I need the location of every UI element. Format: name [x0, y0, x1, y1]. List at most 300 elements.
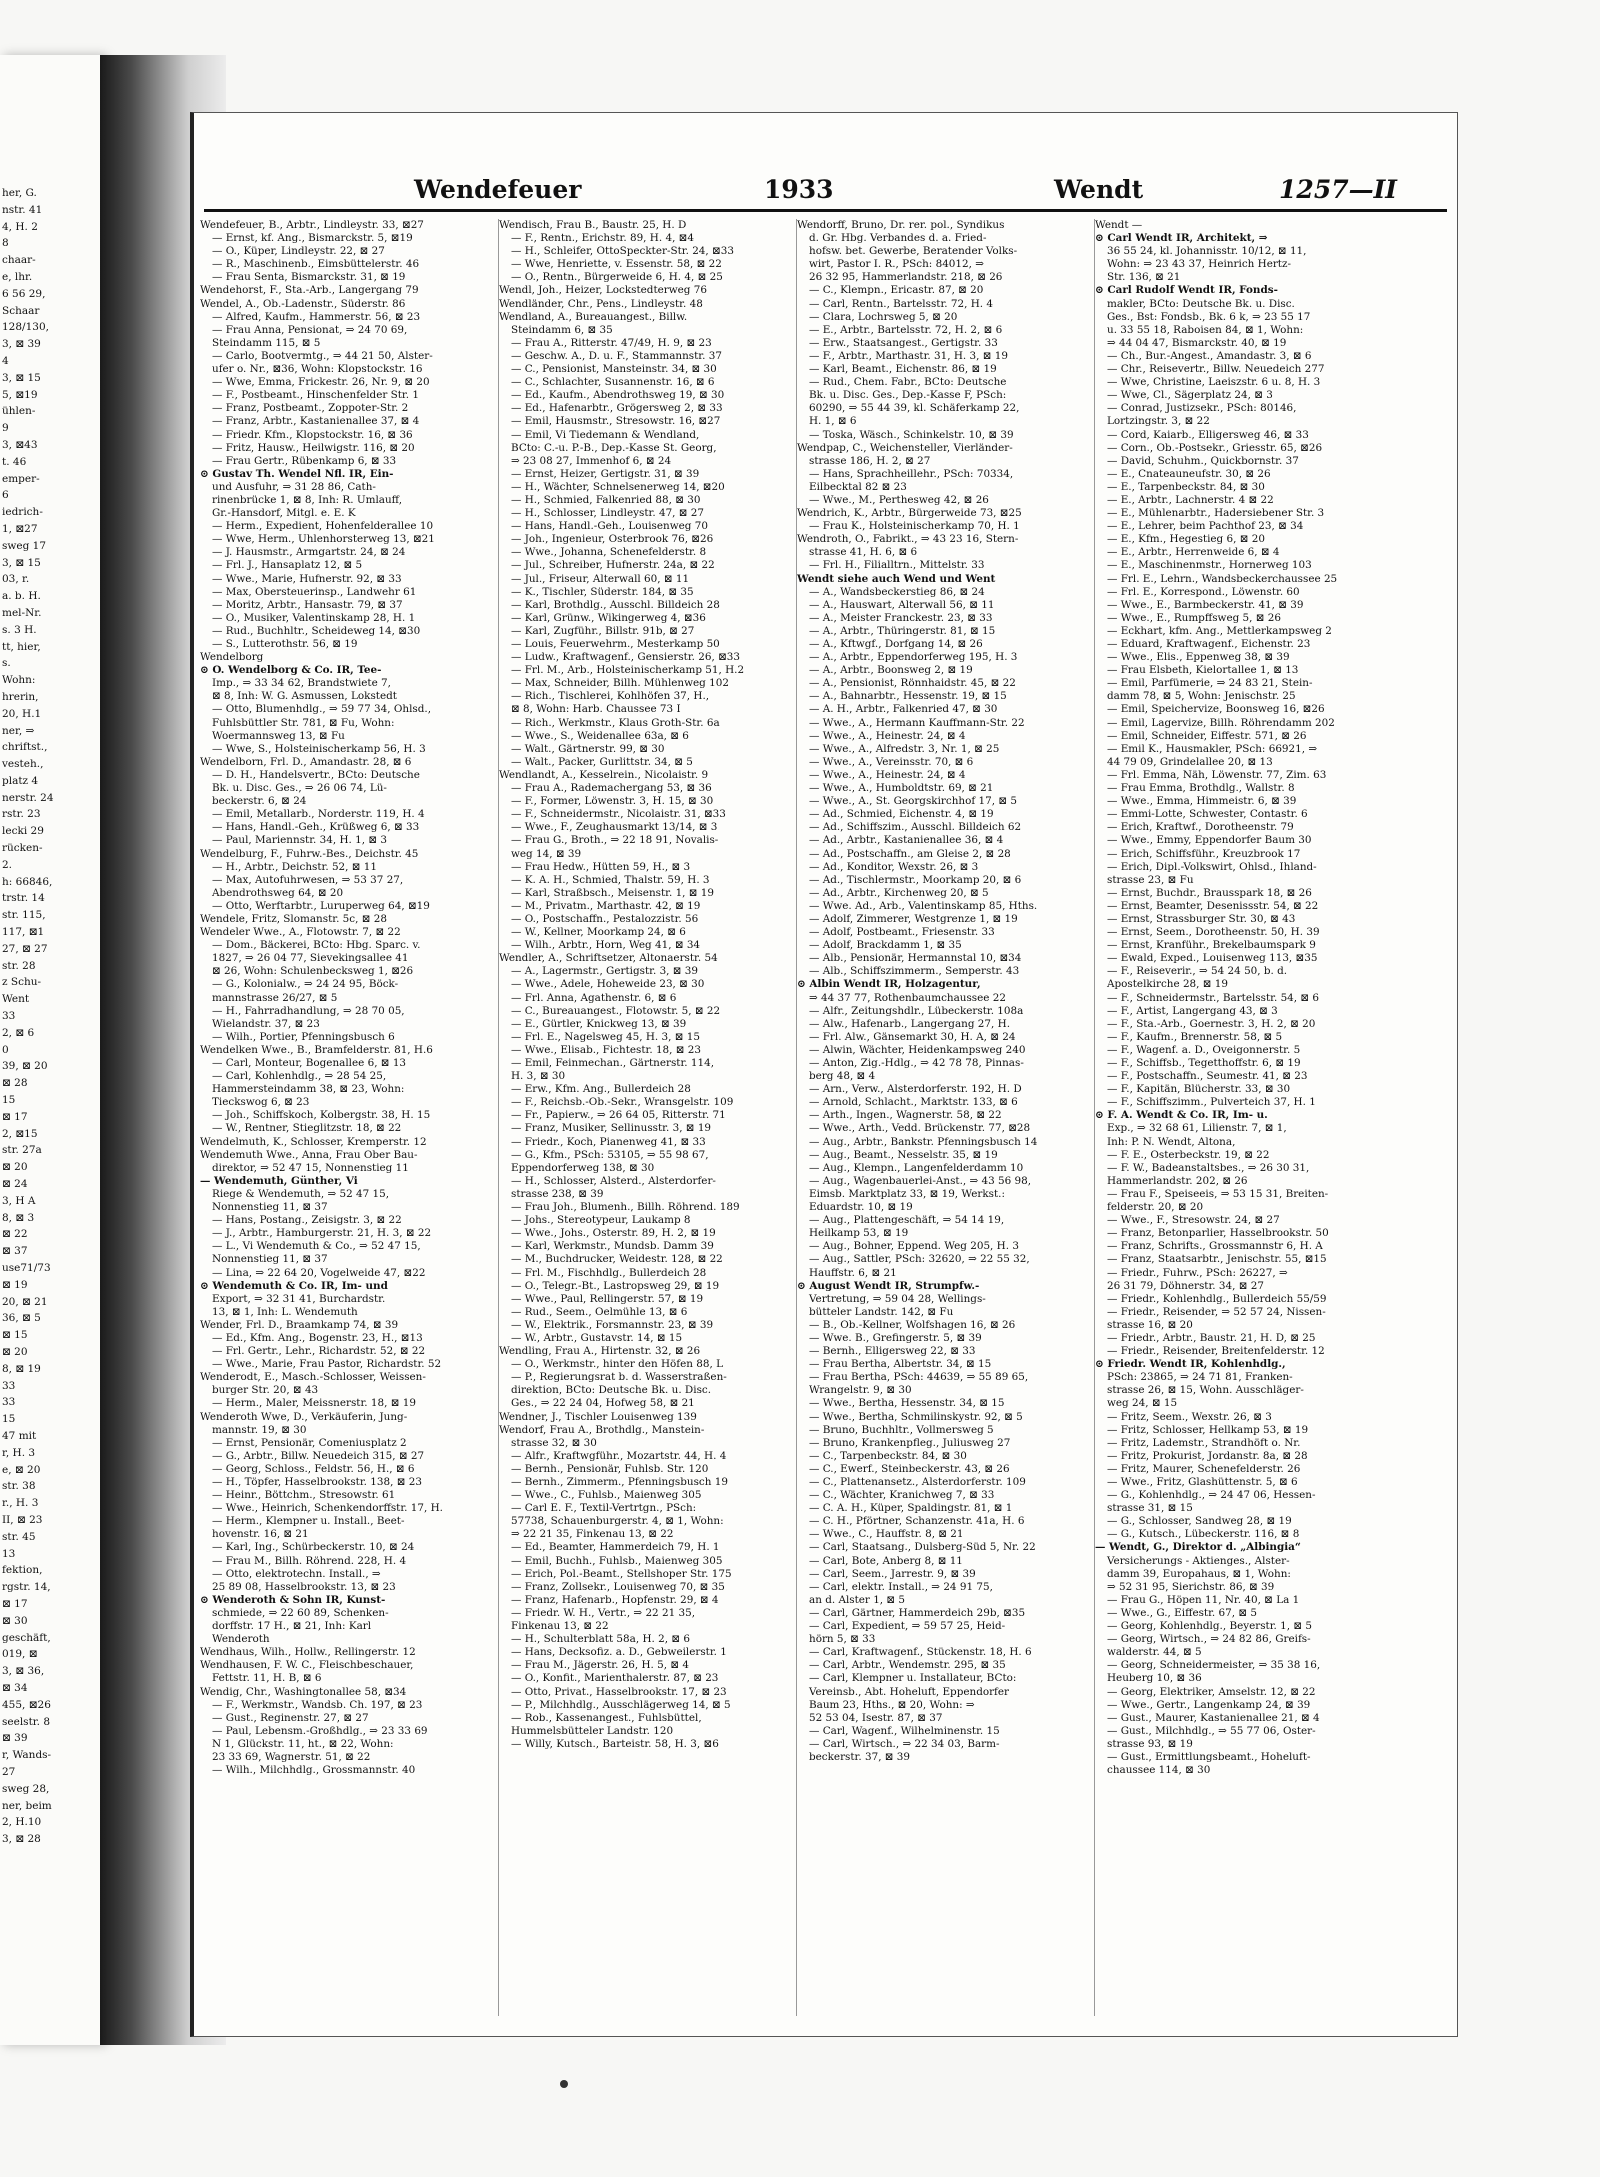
fragment-line: ⊠ 17 [2, 1110, 28, 1123]
fragment-line: ⊠ 17 [2, 1597, 28, 1610]
fragment-line: ner, ⇒ [2, 724, 35, 737]
surname-heading-line: Wendroth, O., Fabrikt., ⇒ 43 23 16, Stern- [797, 533, 1019, 546]
column-4 [1094, 219, 1435, 2016]
entry-line: — G., Kfm., PSch: 53105, ⇒ 55 98 67, [511, 1148, 709, 1161]
fragment-line: chaar- [2, 254, 36, 267]
entry-line: beckerstr. 37, ⊠ 39 [809, 1750, 911, 1763]
entry-line: — F., Artist, Langergang 43, ⊠ 3 [1107, 1004, 1278, 1017]
fragment-line: e, lhr. [2, 270, 33, 283]
entry-line: direktion, BCto: Deutsche Bk. u. Disc. [511, 1384, 712, 1397]
fragment-line: ühlen- [2, 405, 36, 418]
entry-line: — F., Former, Löwenstr. 3, H. 15, ⊠ 30 [511, 795, 714, 808]
entry-line: — A., Bahnarbtr., Hessenstr. 19, ⊠ 15 [809, 690, 1007, 703]
entry-line: — A., Arbtr., Eppendorferweg 195, H. 3 [809, 651, 1018, 664]
entry-line: — F., Schiffszimm., Pulverteich 37, H. 1 [1107, 1096, 1316, 1109]
fragment-line: rücken- [2, 842, 43, 855]
entry-line: — Alwin, Wächter, Heidenkampsweg 240 [809, 1043, 1026, 1056]
entry-line: — A., Meister Franckestr. 23, ⊠ 33 [809, 611, 993, 624]
entry-line: — Frl. M., Arb., Holsteinischerkamp 51, H.2 [511, 664, 745, 677]
entry-line: — H., Schulterblatt 58a, H. 2, ⊠ 6 [511, 1633, 690, 1646]
entry-line: Hammersteindamm 38, ⊠ 23, Wohn: [212, 1083, 405, 1096]
fragment-line: 019, ⊠ [2, 1648, 38, 1661]
entry-line: — Bruno, Krankenpfleg., Juliusweg 27 [809, 1436, 1011, 1449]
entry-line: — Frl. Emma, Näh, Löwenstr. 77, Zim. 63 [1107, 768, 1327, 781]
entry-line: — Bernh., Pensionär, Fuhlsb. Str. 120 [511, 1462, 709, 1475]
entry-line: weg 24, ⊠ 15 [1107, 1397, 1178, 1410]
entry-line: Versicherungs - Aktienges., Alster- [1107, 1554, 1290, 1567]
featured-entry-line: ⊙ F. A. Wendt & Co. IR, Im- u. [1095, 1109, 1268, 1122]
entry-line: — O., Rentn., Bürgerweide 6, H. 4, ⊠ 25 [511, 271, 723, 284]
entry-line: — Franz, Staatsarbtr., Jenischstr. 55, ⊠15 [1107, 1253, 1327, 1266]
surname-heading-line: Wendt — [1095, 219, 1143, 231]
entry-line: — Max, Obersteuerinsp., Landwehr 61 [212, 585, 417, 598]
entry-line: — Karl, Werkmstr., Mundsb. Damm 39 [511, 1240, 714, 1253]
entry-line: — Karl, Brothdlg., Ausschl. Billdeich 28 [511, 598, 720, 611]
previous-page-fragment [0, 55, 103, 2045]
entry-line: — Ad., Konditor, Wexstr. 26, ⊠ 3 [809, 860, 979, 873]
directory-page [190, 112, 1458, 2037]
entry-line: — F., Reichsb.-Ob.-Sekr., Wransgelstr. 109 [511, 1096, 734, 1109]
entry-line: — W., Arbtr., Gustavstr. 14, ⊠ 15 [511, 1331, 683, 1344]
fragment-line: hrerin, [2, 690, 39, 703]
entry-line: — E., Cnateauneufstr. 30, ⊠ 26 [1107, 467, 1271, 480]
entry-line: — Wwe., Paul, Rellingerstr. 57, ⊠ 19 [511, 1292, 704, 1305]
fragment-line: ⊠ 37 [2, 1245, 28, 1258]
entry-line: — C., Klempn., Ericastr. 87, ⊠ 20 [809, 284, 984, 297]
entry-line: — O., Musiker, Valentinskamp 28, H. 1 [212, 611, 416, 624]
entry-line: — Ernst, Beamter, Desenissstr. 54, ⊠ 22 [1107, 899, 1319, 912]
entry-line: — Georg, Kohlenhdlg., Beyerstr. 1, ⊠ 5 [1107, 1620, 1312, 1633]
entry-line: — Karl, Ing., Schürbeckerstr. 10, ⊠ 24 [212, 1541, 415, 1554]
fragment-line: 13 [2, 1547, 16, 1560]
fragment-line: ⊠ 28 [2, 1077, 28, 1090]
entry-line: — Wwe, Henriette, v. Essenstr. 58, ⊠ 22 [511, 258, 722, 271]
fragment-line: 1, ⊠27 [2, 522, 38, 535]
entry-line: Wrangelstr. 9, ⊠ 30 [809, 1384, 912, 1397]
entry-line: — C., Tarpenbeckstr. 84, ⊠ 30 [809, 1449, 967, 1462]
entry-line: — Ernst, Strassburger Str. 30, ⊠ 43 [1107, 912, 1296, 925]
fragment-line: 128/130, [2, 321, 49, 334]
featured-entry-line: ⊙ Albin Wendt IR, Holzagentur, [797, 978, 981, 991]
entry-line: — Hans, Sprachheillehr., PSch: 70334, [809, 467, 1014, 480]
entry-line: Bk. u. Disc. Ges., ⇒ 26 06 74, Lü- [212, 782, 387, 795]
featured-entry-line: ⊙ Carl Rudolf Wendt IR, Fonds- [1095, 284, 1278, 297]
entry-line: — Rud., Chem. Fabr., BCto: Deutsche [809, 376, 1007, 389]
surname-heading-line: Wendorf, Frau A., Brothdlg., Manstein- [499, 1423, 705, 1436]
fragment-line: 3, ⊠ 15 [2, 371, 41, 384]
surname-heading-line: Wendländer, Chr., Pens., Lindleystr. 48 [499, 297, 703, 310]
entry-line: — Franz, Zollsekr., Louisenweg 70, ⊠ 35 [511, 1580, 725, 1593]
entry-line: — Ad., Arbtr., Kirchenweg 20, ⊠ 5 [809, 886, 989, 899]
entry-line: — Emil, Hausmstr., Stresowstr. 16, ⊠27 [511, 415, 721, 428]
entry-line: — Frau Emma, Brothdlg., Wallstr. 8 [1107, 782, 1295, 795]
entry-line: — Aug., Plattengeschäft, ⇒ 54 14 19, [809, 1214, 1005, 1227]
fragment-line: 27 [2, 1765, 16, 1778]
surname-heading-line: Wendner, J., Tischler Louisenweg 139 [499, 1410, 697, 1423]
fragment-line: her, G. [2, 187, 37, 199]
entry-line: — F. W., Badeanstaltsbes., ⇒ 26 30 31, [1107, 1161, 1310, 1174]
entry-line: — Carl, Kohlenhdlg., ⇒ 28 54 25, [212, 1070, 387, 1083]
entry-line: — Wwe., M., Perthesweg 42, ⊠ 26 [809, 493, 989, 506]
entry-line: — E., Tarpenbeckstr. 84, ⊠ 30 [1107, 480, 1265, 493]
entry-line: — C., Wächter, Kranichweg 7, ⊠ 33 [809, 1489, 995, 1502]
featured-entry-line: — Wendt, G., Direktor d. „Albingia“ [1095, 1541, 1301, 1554]
entry-line: weg 14, ⊠ 39 [511, 847, 582, 860]
entry-line: — Wwe., Gertr., Langenkamp 24, ⊠ 39 [1107, 1698, 1311, 1711]
entry-line: — Erich, Kraftwf., Dorotheenstr. 79 [1107, 821, 1294, 834]
surname-heading-line: Wendrich, K., Arbtr., Bürgerweide 73, ⊠25 [797, 507, 1022, 520]
entry-line: Wohn: ⇒ 23 43 37, Heinrich Hertz- [1107, 258, 1291, 271]
entry-line: wirt, Pastor I. R., PSch: 84012, ⇒ [809, 258, 984, 271]
entry-line: Heilkamp 53, ⊠ 19 [809, 1227, 909, 1240]
entry-line: strasse 31, ⊠ 15 [1107, 1502, 1193, 1515]
surname-heading-line: Wendorff, Bruno, Dr. rer. pol., Syndikus [797, 219, 1005, 231]
entry-line: — Wwe., A., Alfredstr. 3, Nr. 1, ⊠ 25 [809, 742, 1000, 755]
entry-line: 1827, ⇒ 26 04 77, Sievekingsallee 41 [212, 952, 409, 965]
fragment-line: 15 [2, 1094, 16, 1107]
fragment-line: 27, ⊠ 27 [2, 942, 48, 955]
entry-line: — Fritz, Lademstr., Strandhöft o. Nr. [1107, 1436, 1301, 1449]
entry-line: — Hans, Postang., Zeisigstr. 3, ⊠ 22 [212, 1214, 402, 1227]
fragment-line: 6 56 29, [2, 287, 46, 300]
entry-line: Imp., ⇒ 33 34 62, Brandstwiete 7, [212, 677, 391, 690]
fragment-line: 3, ⊠ 39 [2, 338, 41, 351]
entry-line: 25 89 08, Hasselbrookstr. 13, ⊠ 23 [212, 1580, 396, 1593]
fragment-line: 33 [2, 1010, 16, 1023]
entry-line: — H., Schlosser, Alsterd., Alsterdorfer- [511, 1174, 716, 1187]
entry-line: — Clara, Lochrsweg 5, ⊠ 20 [809, 310, 958, 323]
entry-line: — Ernst, Buchdr., Brausspark 18, ⊠ 26 [1107, 886, 1312, 899]
fragment-line: use71/73 [2, 1262, 51, 1274]
entry-line: — E., Arbtr., Bartelsstr. 72, H. 2, ⊠ 6 [809, 323, 1003, 336]
entry-line: — Frau K., Holsteinischerkamp 70, H. 1 [809, 520, 1020, 533]
fragment-line: 20, ⊠ 21 [2, 1295, 48, 1308]
entry-line: — Georg, Wirtsch., ⇒ 24 82 86, Greifs- [1107, 1633, 1311, 1646]
entry-line: — Wwe, Emma, Frickestr. 26, Nr. 9, ⊠ 20 [212, 376, 430, 389]
entry-line: — E., Arbtr., Herrenweide 6, ⊠ 4 [1107, 546, 1280, 559]
fragment-line: 455, ⊠26 [2, 1698, 51, 1711]
column-2 [498, 219, 795, 2016]
entry-line: — S., Lutterothstr. 56, ⊠ 19 [212, 638, 358, 650]
entry-line: — Paul, Mariennstr. 34, H. 1, ⊠ 3 [212, 834, 387, 847]
entry-line: Finkenau 13, ⊠ 22 [511, 1620, 609, 1633]
surname-heading-line: Wendemuth Wwe., Anna, Frau Ober Bau- [200, 1148, 418, 1161]
fragment-line: s. [2, 657, 11, 670]
fragment-line: rgstr. 14, [2, 1581, 51, 1594]
entry-line: — Eduard, Kraftwagenf., Eichenstr. 23 [1107, 638, 1311, 650]
fragment-line: trstr. 14 [2, 892, 45, 905]
entry-line: — F., Wagenf. a. D., Oveigonnerstr. 5 [1107, 1043, 1301, 1056]
entry-line: hovenstr. 16, ⊠ 21 [212, 1528, 309, 1541]
entry-line: — Frau A., Rademachergang 53, ⊠ 36 [511, 782, 712, 795]
entry-line: ⇒ 44 04 47, Bismarckstr. 40, ⊠ 19 [1107, 336, 1287, 349]
featured-entry-line: ⊙ Gustav Th. Wendel Nfl. IR, Ein- [200, 467, 394, 480]
entry-line: — Wwe., Bertha, Schmilinskystr. 92, ⊠ 5 [809, 1410, 1023, 1423]
entry-line: — Frau Bertha, PSch: 44639, ⇒ 55 89 65, [809, 1371, 1029, 1384]
entry-line: N 1, Glückstr. 11, ht., ⊠ 22, Wohn: [212, 1737, 394, 1750]
surname-heading-line: Wendelmuth, K., Schlosser, Kremperstr. 12 [200, 1135, 427, 1148]
entry-line: Vertretung, ⇒ 59 04 28, Wellings- [809, 1292, 986, 1305]
entry-line: Tieckswog 6, ⊠ 23 [212, 1096, 310, 1109]
entry-line: — Frau G., Höpen 11, Nr. 40, ⊠ La 1 [1107, 1593, 1300, 1606]
featured-entry-line: — Wendemuth, Günther, Vi [200, 1174, 358, 1187]
entry-line: — Carl, Klempner u. Installateur, BCto: [809, 1672, 1017, 1685]
entry-line: strasse 26, ⊠ 15, Wohn. Ausschläger- [1107, 1384, 1304, 1397]
entry-line: — Karl, Zugführ., Billstr. 91b, ⊠ 27 [511, 624, 695, 637]
fragment-line: ⊠ 34 [2, 1681, 28, 1694]
fragment-line: str. 27a [2, 1144, 42, 1157]
entry-line: — Gust., Reginenstr. 27, ⊠ 27 [212, 1711, 369, 1724]
surname-heading-line: Wendelburg, F., Fuhrw.-Bes., Deichstr. 45 [200, 847, 419, 860]
entry-line: — Wwe., A., Hermann Kauffmann-Str. 22 [809, 716, 1025, 729]
entry-line: PSch: 23865, ⇒ 24 71 81, Franken- [1107, 1371, 1293, 1384]
entry-line: — H., Schmied, Falkenried 88, ⊠ 30 [511, 493, 701, 506]
fragment-line: t. 46 [2, 455, 27, 468]
entry-line: — O., Konfit., Marienthalerstr. 87, ⊠ 23 [511, 1672, 719, 1685]
entry-line: — Wwe., Marie, Frau Pastor, Richardstr. 52 [212, 1358, 442, 1371]
entry-line: — Erw., Staatsangest., Gertigstr. 33 [809, 336, 998, 349]
fragment-line: 9 [2, 422, 9, 435]
entry-line: — Fritz, Hausw., Heilwigstr. 116, ⊠ 20 [212, 441, 415, 454]
entry-line: — Friedr. Kfm., Klopstockstr. 16, ⊠ 36 [212, 428, 413, 441]
header-rule [204, 209, 1447, 212]
entry-line: — P., Milchhdlg., Ausschlägerweg 14, ⊠ 5 [511, 1698, 731, 1711]
entry-line: — Karl, Grünw., Wikingerweg 4, ⊠36 [511, 611, 706, 624]
fragment-line: r, Wands- [2, 1749, 52, 1762]
entry-line: — K., Tischler, Süderstr. 184, ⊠ 35 [511, 585, 694, 598]
entry-line: — H., Wächter, Schnelsenerweg 14, ⊠20 [511, 480, 725, 493]
fragment-line: str. 45 [2, 1530, 36, 1543]
entry-line: chaussee 114, ⊠ 30 [1107, 1764, 1211, 1777]
entry-line: — A., Hauswart, Alterwall 56, ⊠ 11 [809, 598, 995, 611]
entry-line: — Hans, Handl.-Geh., Louisenweg 70 [511, 520, 708, 533]
fragment-line: 39, ⊠ 20 [2, 1060, 48, 1073]
entry-line: — Herm., Maler, Meissnerstr. 18, ⊠ 19 [212, 1397, 416, 1410]
fragment-line: a. b. H. [2, 590, 41, 603]
entry-line: Hauffstr. 6, ⊠ 21 [809, 1266, 897, 1279]
entry-line: Eduardstr. 10, ⊠ 19 [809, 1201, 913, 1214]
entry-line: — Alb., Schiffszimmerm., Semperstr. 43 [809, 965, 1020, 978]
entry-line: — Wwe., E., Barmbeckerstr. 41, ⊠ 39 [1107, 598, 1304, 611]
entry-line: — Otto, Blumenhdlg., ⇒ 59 77 34, Ohlsd., [212, 703, 432, 716]
entry-line: — Georg, Schloss., Feldstr. 56, H., ⊠ 6 [212, 1462, 415, 1475]
entry-line: — Wwe., A., St. Georgskirchhof 17, ⊠ 5 [809, 795, 1017, 808]
entry-line: — Ad., Schmied, Eichenstr. 4, ⊠ 19 [809, 808, 994, 821]
entry-line: — Karl, Beamt., Eichenstr. 86, ⊠ 19 [809, 363, 997, 376]
entry-line: — Carl, Arbtr., Wendemstr. 295, ⊠ 35 [809, 1659, 1006, 1672]
entry-line: — Aug., Beamt., Nesselstr. 35, ⊠ 19 [809, 1148, 998, 1161]
fragment-line: nerstr. 24 [2, 791, 54, 804]
entry-line: Hummelsbütteler Landstr. 120 [511, 1724, 674, 1737]
entry-line: — Erw., Kfm. Ang., Bullerdeich 28 [511, 1083, 691, 1096]
fragment-line: 117, ⊠1 [2, 926, 45, 939]
entry-line: — Wwe, Christine, Laeiszstr. 6 u. 8, H. 3 [1107, 376, 1321, 389]
fragment-line: r, H. 3 [2, 1446, 36, 1459]
entry-line: — Erich, Dipl.-Volkswirt, Ohlsd., Ihland- [1107, 860, 1317, 873]
entry-line: — F., Rentn., Erichstr. 89, H. 4, ⊠4 [511, 232, 694, 245]
entry-line: — Frau A., Ritterstr. 47/49, H. 9, ⊠ 23 [511, 336, 712, 349]
entry-line: beckerstr. 6, ⊠ 24 [212, 795, 307, 808]
fragment-line: r., H. 3 [2, 1497, 39, 1510]
entry-line: 26 31 79, Döhnerstr. 34, ⊠ 27 [1107, 1279, 1264, 1292]
entry-line: — Carl, Wirtsch., ⇒ 22 34 03, Barm- [809, 1737, 1000, 1750]
entry-line: — Ed., Hafenarbtr., Grögersweg 2, ⊠ 33 [511, 402, 723, 415]
entry-line: — C., Pensionist, Mansteinstr. 34, ⊠ 30 [511, 363, 717, 376]
entry-line: — Max, Autofuhrwesen, ⇒ 53 37 27, [212, 873, 404, 886]
entry-line: — Fritz, Schlosser, Hellkamp 53, ⊠ 19 [1107, 1423, 1309, 1436]
entry-line: Eilbecktal 82 ⊠ 23 [809, 480, 907, 493]
entry-line: — Ed., Kfm. Ang., Bogenstr. 23, H., ⊠13 [212, 1331, 423, 1344]
surname-heading-line: Wendelken Wwe., B., Bramfelderstr. 81, H.6 [200, 1043, 433, 1056]
entry-line: — Gust., Milchhdlg., ⇒ 55 77 06, Oster- [1107, 1724, 1316, 1737]
entry-line: — Wwe., Emma, Himmeistr. 6, ⊠ 39 [1107, 795, 1297, 808]
entry-line: — Emil, Schneider, Eiffestr. 571, ⊠ 26 [1107, 729, 1307, 742]
entry-line: Fuhlsbüttler Str. 781, ⊠ Fu, Wohn: [212, 716, 395, 729]
entry-line: — Wwe., S., Weidenallee 63a, ⊠ 6 [511, 729, 689, 742]
entry-line: — Bernh., Elligersweg 22, ⊠ 33 [809, 1345, 976, 1358]
surname-heading-line: Wenderoth Wwe, D., Verkäuferin, Jung- [200, 1410, 408, 1423]
entry-line: — Alfred, Kaufm., Hammerstr. 56, ⊠ 23 [212, 310, 421, 323]
entry-line: — O., Werkmstr., hinter den Höfen 88, L [511, 1358, 723, 1371]
entry-line: — Fritz, Maurer, Schenefelderstr. 26 [1107, 1462, 1301, 1475]
entry-line: — C. A. H., Küper, Spaldingstr. 81, ⊠ 1 [809, 1502, 1013, 1515]
entry-line: — Joh., Schiffskoch, Kolbergstr. 38, H. 15 [212, 1109, 431, 1122]
entry-line: — W., Kellner, Moorkamp 24, ⊠ 6 [511, 926, 686, 939]
entry-line: — Bernh., Zimmerm., Pfenningsbusch 19 [511, 1476, 728, 1488]
entry-line: — Aug., Wagenbauerlei-Anst., ⇒ 43 56 98, [809, 1174, 1032, 1187]
entry-line: — Carl, Rentn., Bartelsstr. 72, H. 4 [809, 297, 993, 310]
entry-line: — Wwe. Ad., Arb., Valentinskamp 85, Hths. [809, 899, 1038, 912]
entry-line: — Carl, Seem., Jarrestr. 9, ⊠ 39 [809, 1567, 976, 1580]
fragment-line: h: 66846, [2, 875, 53, 888]
fragment-line: Schaar [2, 304, 40, 317]
entry-line: — Frau Joh., Blumenh., Billh. Röhrend. 189 [511, 1201, 740, 1214]
surname-heading-line: Wendel, A., Ob.-Ladenstr., Süderstr. 86 [200, 297, 406, 310]
entry-line: — B., Ob.-Kellner, Wolfshagen 16, ⊠ 26 [809, 1318, 1016, 1331]
entry-line: 44 79 09, Grindelallee 20, ⊠ 13 [1107, 755, 1273, 768]
entry-line: ⇒ 44 37 77, Rothenbaumchaussee 22 [809, 991, 1006, 1004]
fragment-line: ⊠ 20 [2, 1161, 28, 1174]
entry-line: — Wilh., Arbtr., Horn, Weg 41, ⊠ 34 [511, 939, 701, 952]
entry-line: strasse 23, ⊠ Fu [1107, 873, 1194, 886]
fragment-line: 36, ⊠ 5 [2, 1312, 41, 1325]
entry-line: walderstr. 44, ⊠ 5 [1107, 1646, 1202, 1659]
fragment-line: tt, hier, [2, 640, 41, 653]
entry-line: Nonnenstieg 11, ⊠ 37 [212, 1253, 328, 1266]
fragment-line: ⊠ 15 [2, 1329, 28, 1342]
entry-line: — Frau Elsbeth, Kielortallee 1, ⊠ 13 [1107, 664, 1299, 677]
entry-line: — Carl, Gärtner, Hammerdeich 29b, ⊠35 [809, 1606, 1026, 1619]
entry-line: — Franz, Hafenarb., Hopfenstr. 29, ⊠ 4 [511, 1593, 719, 1606]
entry-line: — Carl, elektr. Install., ⇒ 24 91 75, [809, 1580, 993, 1593]
entry-line: mannstr. 19, ⊠ 30 [212, 1423, 307, 1436]
entry-line: — Jul., Friseur, Alterwall 60, ⊠ 11 [511, 572, 690, 585]
entry-line: — Wwe., Johs., Osterstr. 89, H. 2, ⊠ 19 [511, 1227, 716, 1240]
entry-line: — Frl. Anna, Agathenstr. 6, ⊠ 6 [511, 991, 677, 1004]
entry-line: — Alw., Hafenarb., Langergang 27, H. [809, 1017, 1010, 1030]
entry-line: — C., Bureauangest., Flotowstr. 5, ⊠ 22 [511, 1004, 721, 1017]
fragment-line: II, ⊠ 23 [2, 1513, 43, 1526]
fragment-line: 3, ⊠43 [2, 438, 38, 451]
entry-line: H. 3, ⊠ 30 [511, 1070, 566, 1083]
surname-heading-line: Wendpap, C., Weichensteller, Vierländer- [797, 441, 1013, 454]
entry-line: — Ch., Bur.-Angest., Amandastr. 3, ⊠ 6 [1107, 349, 1312, 362]
entry-line: — Frau M., Jägerstr. 26, H. 5, ⊠ 4 [511, 1659, 690, 1672]
entry-line: — Wwe., A., Heinestr. 24, ⊠ 4 [809, 729, 966, 742]
entry-line: — J. Hausmstr., Armgartstr. 24, ⊠ 24 [212, 546, 406, 559]
featured-entry-line: ⊙ O. Wendelborg & Co. IR, Tee- [200, 664, 382, 677]
entry-line: 23 33 69, Wagnerstr. 51, ⊠ 22 [212, 1750, 371, 1763]
entry-line: Heuberg 10, ⊠ 36 [1107, 1672, 1202, 1685]
entry-line: — M., Privatm., Marthastr. 42, ⊠ 19 [511, 899, 701, 912]
entry-line: — Ernst, Pensionär, Comeniusplatz 2 [212, 1436, 407, 1449]
surname-heading-line: Wendling, Frau A., Hirtenstr. 32, ⊠ 26 [499, 1345, 701, 1358]
entry-line: — Fritz, Seem., Wexstr. 26, ⊠ 3 [1107, 1410, 1272, 1423]
entry-line: Abendrothsweg 64, ⊠ 20 [212, 886, 344, 899]
fragment-line: 3, ⊠ 36, [2, 1665, 45, 1678]
entry-line: — Lina, ⇒ 22 64 20, Vogelweide 47, ⊠22 [212, 1266, 426, 1279]
entry-line: — Ad., Arbtr., Kastanienallee 36, ⊠ 4 [809, 834, 1004, 847]
fragment-line: ner, beim [2, 1799, 52, 1812]
entry-line: ⇒ 22 21 35, Finkenau 13, ⊠ 22 [511, 1528, 674, 1541]
entry-line: Wenderoth [212, 1633, 270, 1646]
entry-line: — Johs., Stereotypeur, Laukamp 8 [511, 1214, 691, 1227]
surname-heading-line: Wendig, Chr., Washingtonallee 58, ⊠34 [200, 1685, 407, 1698]
entry-line: — C. H., Pförtner, Schanzenstr. 41a, H. 6 [809, 1515, 1025, 1528]
entry-line: — Fritz, Prokurist, Jordanstr. 8a, ⊠ 28 [1107, 1449, 1308, 1462]
entry-line: — Georg, Schneidermeister, ⇒ 35 38 16, [1107, 1659, 1321, 1672]
entry-line: Fettstr. 11, H. B, ⊠ 6 [212, 1672, 322, 1685]
entry-line: berg 48, ⊠ 4 [809, 1070, 876, 1083]
entry-line: — Emil, Parfümerie, ⇒ 24 83 21, Stein- [1107, 677, 1313, 690]
fragment-line: 4, H. 2 [2, 220, 38, 233]
entry-line: Eppendorferweg 138, ⊠ 30 [511, 1161, 655, 1174]
fragment-line: iedrich- [2, 506, 43, 519]
fragment-line: rstr. 23 [2, 808, 41, 821]
entry-line: strasse 93, ⊠ 19 [1107, 1737, 1193, 1750]
surname-heading-line: Wendland, A., Bureauangest., Billw. [499, 310, 688, 323]
entry-line: Gr.-Hansdorf, Mitgl. e. E. K [212, 507, 356, 520]
surname-heading-line: Wendlandt, A., Kesselrein., Nicolaistr. 9 [499, 768, 709, 781]
entry-line: — J., Arbtr., Hamburgerstr. 21, H. 3, ⊠ 22 [212, 1227, 432, 1240]
entry-line: — E., Arbtr., Lachnerstr. 4 ⊠ 22 [1107, 493, 1274, 506]
entry-line: strasse 41, H. 6, ⊠ 6 [809, 546, 918, 559]
entry-line: ⊠ 8, Inh: W. G. Asmussen, Lokstedt [212, 690, 397, 703]
entry-line: — Walt., Packer, Gurlittstr. 34, ⊠ 5 [511, 755, 693, 768]
entry-line: — Ad., Schiffszim., Ausschl. Billdeich 62 [809, 821, 1022, 834]
entry-line: — Conrad, Justizsekr., PSch: 80146, [1107, 402, 1297, 415]
entry-line: — Rud., Buchhltr., Scheideweg 14, ⊠30 [212, 624, 421, 637]
entry-line: burger Str. 20, ⊠ 43 [212, 1384, 319, 1397]
entry-line: — Dom., Bäckerei, BCto: Hbg. Sparc. v. [212, 939, 421, 952]
entry-line: Woermannsweg 13, ⊠ Fu [212, 729, 345, 742]
entry-line: u. 33 55 18, Raboisen 84, ⊠ 1, Wohn: [1107, 323, 1304, 336]
entry-line: — Ernst, Heizer, Gertigstr. 31, ⊠ 39 [511, 467, 700, 480]
entry-line: — Georg, Elektriker, Amselstr. 12, ⊠ 22 [1107, 1685, 1316, 1698]
entry-line: Apostelkirche 28, ⊠ 19 [1107, 978, 1228, 991]
entry-line: — Hans, Decksofiz. a. D., Gebweilerstr. 1 [511, 1646, 727, 1659]
entry-line: strasse 16, ⊠ 20 [1107, 1318, 1193, 1331]
entry-line: — Hans, Handl.-Geh., Krüßweg 6, ⊠ 33 [212, 821, 420, 834]
entry-line: — Ernst, kf. Ang., Bismarckstr. 5, ⊠19 [212, 232, 413, 245]
entry-line: und Ausfuhr, ⇒ 31 28 86, Cath- [212, 480, 376, 493]
entry-line: — Geschw. A., D. u. F., Stammannstr. 37 [511, 349, 722, 362]
entry-line: — Eckhart, kfm. Ang., Mettlerkampsweg 2 [1107, 624, 1332, 637]
entry-line: — Carl, Wagenf., Wilhelminenstr. 15 [809, 1724, 1000, 1737]
fragment-line: 47 mit [2, 1429, 37, 1442]
entry-line: — H., Arbtr., Deichstr. 52, ⊠ 11 [212, 860, 378, 873]
featured-entry-line: ⊙ Carl Wendt IR, Architekt, ⇒ [1095, 232, 1268, 245]
